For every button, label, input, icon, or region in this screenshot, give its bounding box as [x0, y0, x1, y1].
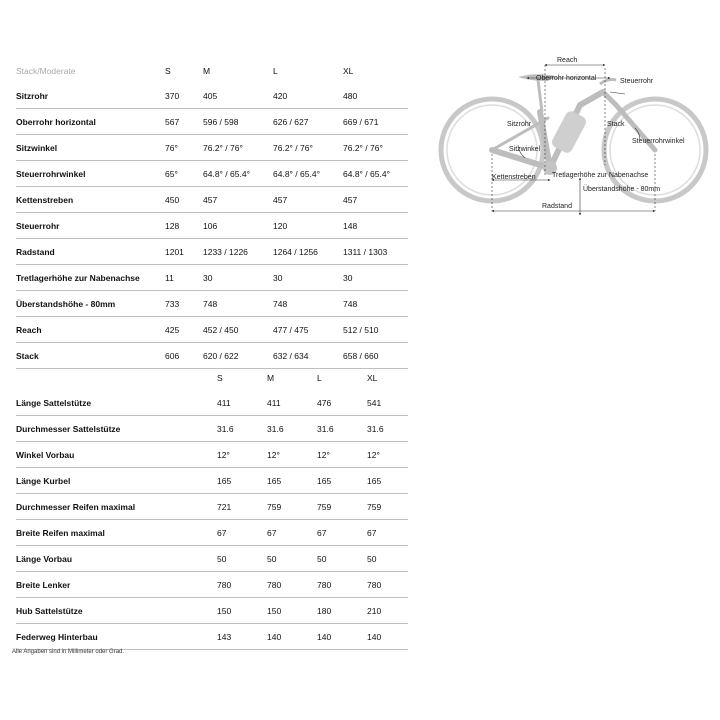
size-header-l: L	[317, 372, 322, 383]
table-cell: 606	[165, 343, 203, 369]
label-kettenstreben: Kettenstreben	[492, 174, 536, 181]
table-cell: 30	[343, 265, 408, 291]
table-row	[16, 135, 408, 161]
table-cell: 76.2° / 76°	[273, 135, 343, 161]
seatpost	[538, 80, 542, 112]
table-cell: 567	[165, 109, 203, 135]
table-cell: 148	[343, 213, 408, 239]
table-row	[16, 494, 408, 520]
table-cell: 210	[367, 598, 408, 624]
row-label: Breite Reifen maximal	[16, 520, 217, 546]
row-label: Durchmesser Reifen maximal	[16, 494, 217, 520]
table-row	[16, 291, 408, 317]
table-cell: 30	[203, 265, 273, 291]
geometry-header-row	[16, 58, 408, 83]
table-cell: 748	[273, 291, 343, 317]
row-label: Federweg Hinterbau	[16, 624, 217, 650]
row-label: Kettenstreben	[16, 187, 165, 213]
row-label: Sitzrohr	[16, 83, 165, 109]
size-header-xl: XL	[343, 65, 354, 76]
row-label: Tretlagerhöhe zur Nabenachse	[16, 265, 165, 291]
table-row	[16, 624, 408, 650]
row-label: Länge Vorbau	[16, 546, 217, 572]
table-cell: 405	[203, 83, 273, 109]
table-cell: 457	[273, 187, 343, 213]
table-row	[16, 442, 408, 468]
table-row	[16, 416, 408, 442]
table-row	[16, 213, 408, 239]
table-cell: 1264 / 1256	[273, 239, 343, 265]
table-cell: 64.8° / 65.4°	[343, 161, 408, 187]
table-cell: 480	[343, 83, 408, 109]
table-cell: 411	[217, 390, 267, 416]
table-row	[16, 265, 408, 291]
table-cell: 50	[367, 546, 408, 572]
table-cell: 759	[267, 494, 317, 520]
row-label: Steuerrohr	[16, 213, 165, 239]
table-cell: 759	[317, 494, 367, 520]
table-cell: 12°	[217, 442, 267, 468]
table-row	[16, 468, 408, 494]
size-header-xl: XL	[367, 372, 378, 383]
table-row	[16, 239, 408, 265]
label-sitzrohr: Sitzrohr	[507, 121, 532, 128]
table-cell: 140	[367, 624, 408, 650]
table-row	[16, 520, 408, 546]
size-header-s: S	[217, 372, 223, 383]
bike-geometry-diagram	[430, 50, 720, 220]
row-label: Steuerrohrwinkel	[16, 161, 165, 187]
label-reach: Reach	[557, 57, 578, 64]
table-cell: 425	[165, 317, 203, 343]
table-cell: 780	[317, 572, 367, 598]
row-label: Überstandshöhe - 80mm	[16, 291, 165, 317]
table-cell: 370	[165, 83, 203, 109]
table-cell: 143	[217, 624, 267, 650]
table-cell: 165	[367, 468, 408, 494]
table-cell: 140	[317, 624, 367, 650]
label-steuerrohr: Steuerrohr	[620, 78, 654, 85]
table-cell: 748	[343, 291, 408, 317]
table-cell: 120	[273, 213, 343, 239]
row-label: Radstand	[16, 239, 165, 265]
label-stack: Stack	[607, 121, 625, 128]
table-cell: 512 / 510	[343, 317, 408, 343]
label-tretlagerhoehe: Tretlagerhöhe zur Nabenachse	[552, 172, 649, 179]
row-label: Länge Sattelstütze	[16, 390, 217, 416]
table-cell: 165	[217, 468, 267, 494]
table-cell: 67	[267, 520, 317, 546]
table-cell: 452 / 450	[203, 317, 273, 343]
table-cell: 67	[367, 520, 408, 546]
table-row	[16, 83, 408, 109]
row-label: Länge Kurbel	[16, 468, 217, 494]
table-cell: 477 / 475	[273, 317, 343, 343]
table-cell: 450	[165, 187, 203, 213]
size-header-m: M	[203, 65, 211, 76]
table-cell: 150	[267, 598, 317, 624]
label-radstand: Radstand	[542, 203, 572, 210]
row-label: Winkel Vorbau	[16, 442, 217, 468]
table-cell: 50	[267, 546, 317, 572]
table-row	[16, 598, 408, 624]
table-cell: 1201	[165, 239, 203, 265]
table-cell: 620 / 622	[203, 343, 273, 369]
table-cell: 669 / 671	[343, 109, 408, 135]
table-cell: 31.6	[367, 416, 408, 442]
row-label: Hub Sattelstütze	[16, 598, 217, 624]
table-cell: 12°	[267, 442, 317, 468]
table-cell: 658 / 660	[343, 343, 408, 369]
label-steuerrohrwinkel: Steuerrohrwinkel	[632, 138, 685, 145]
table-cell: 31.6	[317, 416, 367, 442]
table-cell: 626 / 627	[273, 109, 343, 135]
table-cell: 1233 / 1226	[203, 239, 273, 265]
table-cell: 30	[273, 265, 343, 291]
table-cell: 780	[267, 572, 317, 598]
table-cell: 411	[267, 390, 317, 416]
table-cell: 76°	[165, 135, 203, 161]
table-cell: 11	[165, 265, 203, 291]
table-cell: 541	[367, 390, 408, 416]
table-cell: 165	[267, 468, 317, 494]
table-cell: 50	[317, 546, 367, 572]
table-row	[16, 390, 408, 416]
table-cell: 76.2° / 76°	[203, 135, 273, 161]
table-cell: 733	[165, 291, 203, 317]
table-cell: 457	[343, 187, 408, 213]
label-sitzwinkel: Sitzwinkel	[509, 146, 541, 153]
row-label: Sitzwinkel	[16, 135, 165, 161]
table-cell: 165	[317, 468, 367, 494]
table-cell: 64.8° / 65.4°	[273, 161, 343, 187]
table-cell: 106	[203, 213, 273, 239]
row-label: Stack	[16, 343, 165, 369]
table-cell: 64.8° / 65.4°	[203, 161, 273, 187]
table-row	[16, 317, 408, 343]
table-cell: 67	[217, 520, 267, 546]
table-cell: 12°	[367, 442, 408, 468]
table-cell: 150	[217, 598, 267, 624]
table-row	[16, 546, 408, 572]
geometry-table	[16, 58, 408, 369]
row-label: Reach	[16, 317, 165, 343]
table-row	[16, 572, 408, 598]
table-cell: 420	[273, 83, 343, 109]
table-cell: 759	[367, 494, 408, 520]
table-cell: 140	[267, 624, 317, 650]
size-header-m: M	[267, 372, 275, 383]
table-row	[16, 187, 408, 213]
table-cell: 721	[217, 494, 267, 520]
label-oberrohr-horizontal: Oberrohr horizontal	[536, 75, 597, 82]
table-cell: 748	[203, 291, 273, 317]
table-cell: 632 / 634	[273, 343, 343, 369]
geometry-corner-label: Stack/Moderate	[16, 65, 76, 76]
footnote: Alle Angaben sind in Millimeter oder Grad.	[12, 649, 125, 655]
row-label: Oberrohr horizontal	[16, 109, 165, 135]
handlebar	[600, 80, 616, 85]
table-cell: 31.6	[217, 416, 267, 442]
label-ueberstandshoehe: Überstandshöhe - 80mm	[583, 186, 661, 193]
table-cell: 476	[317, 390, 367, 416]
table-cell: 457	[203, 187, 273, 213]
size-header-s: S	[165, 65, 171, 76]
table-cell: 128	[165, 213, 203, 239]
table-cell: 596 / 598	[203, 109, 273, 135]
component-corner-label	[16, 365, 217, 390]
table-cell: 31.6	[267, 416, 317, 442]
table-row	[16, 161, 408, 187]
component-header-row	[16, 365, 408, 390]
table-cell: 67	[317, 520, 367, 546]
component-table	[16, 365, 408, 650]
table-row	[16, 109, 408, 135]
row-label: Durchmesser Sattelstütze	[16, 416, 217, 442]
table-cell: 780	[367, 572, 408, 598]
size-header-l: L	[273, 65, 278, 76]
table-cell: 65°	[165, 161, 203, 187]
table-cell: 1311 / 1303	[343, 239, 408, 265]
table-cell: 780	[217, 572, 267, 598]
table-cell: 50	[217, 546, 267, 572]
battery	[550, 109, 588, 155]
table-cell: 76.2° / 76°	[343, 135, 408, 161]
table-cell: 180	[317, 598, 367, 624]
table-cell: 12°	[317, 442, 367, 468]
row-label: Breite Lenker	[16, 572, 217, 598]
